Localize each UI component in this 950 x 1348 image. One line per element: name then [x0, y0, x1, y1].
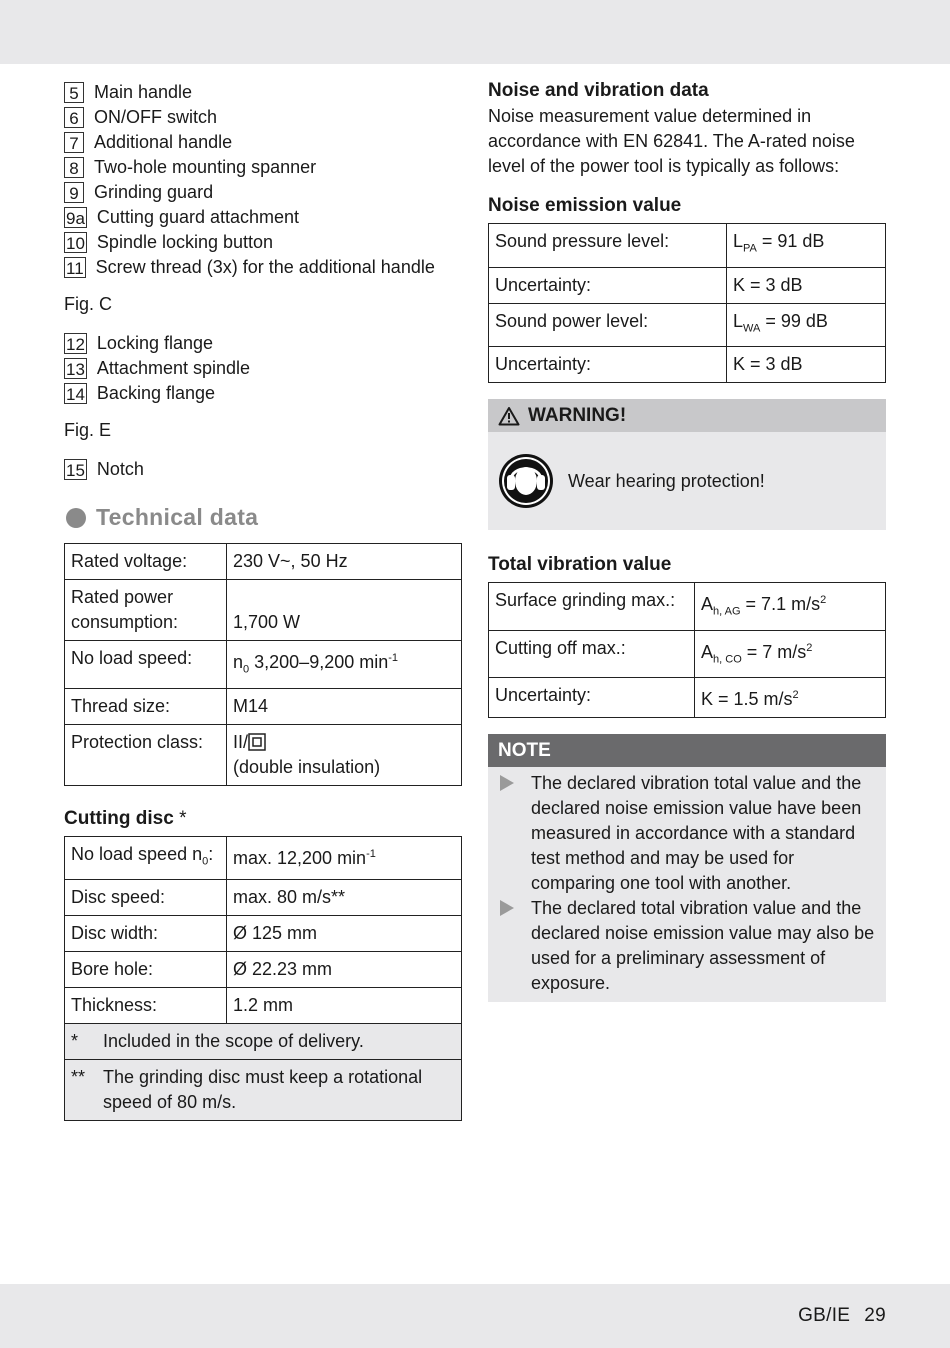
cutting-disc-table — [64, 836, 462, 1122]
part-number: 12 — [66, 335, 85, 354]
table-cell: Sound power level: — [489, 303, 727, 347]
part-number: 14 — [66, 385, 85, 404]
warning-box — [488, 399, 886, 530]
subscript: WA — [743, 322, 761, 335]
list-item — [498, 771, 878, 896]
table-cell: K = 3 dB — [727, 267, 886, 303]
part-number: 8 — [64, 157, 84, 178]
list-item — [64, 331, 462, 356]
table-cell: Protection class: — [65, 724, 227, 785]
list-item — [64, 356, 462, 381]
cutting-disc-heading — [64, 808, 462, 830]
list-item — [64, 381, 462, 406]
value-text: (double insulation) — [233, 756, 381, 777]
table-cell: Sound pressure level: — [489, 224, 727, 268]
part-label: Notch — [96, 459, 144, 479]
part-number: 9 — [64, 182, 84, 203]
note-list — [488, 767, 886, 996]
footnote-text: The grinding disc must keep a rotational speed of 80 m/s. — [103, 1067, 423, 1113]
part-label: Grinding guard — [94, 182, 214, 202]
subscript: 0 — [243, 663, 250, 676]
table-cell: Cutting off max.: — [489, 630, 695, 678]
part-label: Cutting guard attachment — [96, 207, 300, 227]
table-cell — [227, 580, 462, 641]
value-text: = 91 dB — [756, 231, 825, 251]
table-cell — [695, 583, 886, 631]
warning-triangle-icon — [498, 406, 520, 426]
list-item — [64, 180, 462, 205]
table-row — [489, 224, 886, 268]
value-text: max. 12,200 min — [233, 847, 367, 868]
warning-body — [488, 432, 886, 530]
symbol-text: A — [701, 594, 714, 615]
left-column — [64, 80, 462, 1121]
region-label: GB/IE — [798, 1305, 851, 1326]
symbol-text: n — [233, 652, 244, 672]
page-number: 29 — [864, 1305, 886, 1326]
table-row — [489, 678, 886, 718]
symbol-text: L — [733, 310, 744, 331]
footnote-mark: ** — [71, 1067, 86, 1088]
table-cell — [65, 836, 227, 880]
warning-title: WARNING! — [528, 404, 627, 426]
table-cell: Uncertainty: — [489, 267, 727, 303]
part-label: ON/OFF switch — [94, 107, 218, 127]
part-number: 15 — [66, 461, 85, 480]
part-label: Two-hole mounting spanner — [94, 157, 317, 177]
table-cell — [695, 678, 886, 718]
footnote-text: Included in the scope of delivery. — [103, 1031, 364, 1052]
noise-intro: Noise measurement value determined in accordance with EN 62841. The A-rated noise level of the power tool is typically as follows: — [488, 106, 855, 176]
value-text: = 7.1 m/s — [740, 594, 821, 615]
top-band — [0, 0, 950, 64]
part-number: 6 — [64, 107, 84, 128]
list-item — [64, 80, 462, 105]
part-label: Main handle — [94, 82, 193, 102]
table-cell: Uncertainty: — [489, 347, 727, 383]
table-row — [489, 583, 886, 631]
table-cell — [227, 641, 462, 689]
page-footer — [798, 1305, 886, 1327]
part-number: 5 — [64, 82, 84, 103]
symbol-text: A — [701, 641, 714, 662]
key-text: : — [208, 843, 214, 864]
note-title: NOTE — [488, 734, 886, 767]
table-cell: Uncertainty: — [489, 678, 695, 718]
vibration-table — [488, 582, 886, 718]
table-cell — [727, 224, 886, 268]
table-cell: Ø 125 mm — [227, 916, 462, 952]
list-item — [64, 457, 462, 482]
warning-header — [488, 399, 886, 432]
list-item — [498, 896, 878, 996]
table-cell — [65, 1060, 462, 1121]
circle-bullet-icon — [66, 508, 86, 528]
table-cell: 230 V~, 50 Hz — [227, 544, 462, 580]
table-cell — [727, 303, 886, 347]
table-cell — [65, 1024, 462, 1060]
parts-legend-e — [64, 457, 462, 482]
part-label: Attachment spindle — [96, 358, 251, 378]
value-text: = 99 dB — [760, 310, 828, 331]
technical-data-heading — [66, 504, 462, 531]
heading-text: Cutting disc — [64, 807, 174, 829]
list-item — [64, 155, 462, 180]
parts-legend-c — [64, 331, 462, 406]
table-row — [65, 836, 462, 880]
superscript: 2 — [792, 689, 799, 702]
table-row — [65, 916, 462, 952]
hearing-protection-icon — [498, 453, 554, 509]
subscript: PA — [743, 242, 757, 255]
table-row — [489, 347, 886, 383]
superscript: 2 — [806, 641, 813, 654]
table-row — [65, 544, 462, 580]
table-cell: Ø 22.23 mm — [227, 952, 462, 988]
superscript: -1 — [388, 652, 399, 664]
figure-c-label: Fig. C — [64, 294, 113, 314]
table-cell: 1.2 mm — [227, 988, 462, 1024]
table-cell: Bore hole: — [65, 952, 227, 988]
part-label: Spindle locking button — [96, 232, 274, 252]
part-label: Backing flange — [96, 383, 216, 403]
parts-legend-a — [64, 80, 462, 280]
table-row — [65, 580, 462, 641]
table-cell: No load speed: — [65, 641, 227, 689]
list-item — [64, 130, 462, 155]
triangle-bullet-icon — [500, 900, 514, 916]
part-number: 13 — [66, 360, 85, 379]
table-row — [65, 724, 462, 785]
table-row — [489, 630, 886, 678]
section-title: Technical data — [96, 504, 259, 530]
list-item — [64, 205, 462, 230]
subscript: h, CO — [713, 653, 742, 666]
note-box — [488, 734, 886, 1002]
figure-e-label: Fig. E — [64, 420, 112, 440]
value-text: K = 1.5 m/s — [701, 689, 793, 710]
part-number: 7 — [64, 132, 84, 153]
subscript: 0 — [202, 855, 209, 868]
superscript: -1 — [366, 847, 376, 860]
part-label: Screw thread (3x) for the additional handle — [95, 257, 435, 277]
part-label: Additional handle — [94, 132, 233, 152]
table-cell: K = 3 dB — [727, 347, 886, 383]
double-insulation-icon — [248, 733, 266, 751]
triangle-bullet-icon — [500, 775, 514, 791]
table-cell: Thread size: — [65, 688, 227, 724]
part-number: 11 — [66, 259, 84, 278]
superscript: 2 — [820, 594, 827, 607]
table-cell — [695, 630, 886, 678]
subscript: h, AG — [713, 605, 741, 618]
technical-data-table — [64, 543, 462, 786]
table-cell: M14 — [227, 688, 462, 724]
noise-heading: Noise and vibration data — [488, 80, 709, 101]
vibration-heading: Total vibration value — [488, 554, 672, 576]
table-cell: Disc speed: — [65, 880, 227, 916]
table-cell — [227, 724, 462, 785]
table-row — [65, 952, 462, 988]
list-item — [64, 230, 462, 255]
symbol-text: L — [733, 231, 744, 251]
footnote-row — [65, 1060, 462, 1121]
table-row — [65, 988, 462, 1024]
table-row — [65, 641, 462, 689]
table-cell: Thickness: — [65, 988, 227, 1024]
value-text: 3,200–9,200 min — [249, 652, 389, 672]
list-item — [64, 105, 462, 130]
table-row — [489, 303, 886, 347]
table-row — [65, 688, 462, 724]
part-label: Locking flange — [96, 333, 214, 353]
part-number: 9a — [66, 209, 85, 228]
footnote-mark: * — [71, 1031, 79, 1052]
table-cell: Rated voltage: — [65, 544, 227, 580]
noise-emission-heading: Noise emission value — [488, 195, 682, 216]
table-cell — [227, 836, 462, 880]
value-text: = 7 m/s — [741, 641, 807, 662]
table-cell: max. 80 m/s** — [227, 880, 462, 916]
table-cell: Rated power consumption: — [65, 580, 227, 641]
footnote-mark: * — [179, 807, 187, 829]
noise-emission-table — [488, 223, 886, 383]
table-row — [65, 880, 462, 916]
key-text: No load speed n — [71, 843, 203, 864]
warning-text: Wear hearing protection! — [568, 470, 765, 491]
note-text: The declared total vibration value and the declared noise emission value may also be used for a preliminary assessment of exposure. — [531, 898, 875, 994]
list-item — [64, 255, 462, 280]
table-cell: Disc width: — [65, 916, 227, 952]
note-text: The declared vibration total value and the declared noise emission value have been measured in accordance with a standard test method and may be used for comparing one tool with another. — [531, 773, 862, 894]
table-row — [489, 267, 886, 303]
part-number: 10 — [66, 234, 85, 253]
table-cell: Surface grinding max.: — [489, 583, 695, 631]
right-column — [488, 80, 886, 1002]
value-text: 1,700 W — [233, 612, 301, 632]
value-text: II/ — [233, 731, 249, 752]
footnote-row — [65, 1024, 462, 1060]
